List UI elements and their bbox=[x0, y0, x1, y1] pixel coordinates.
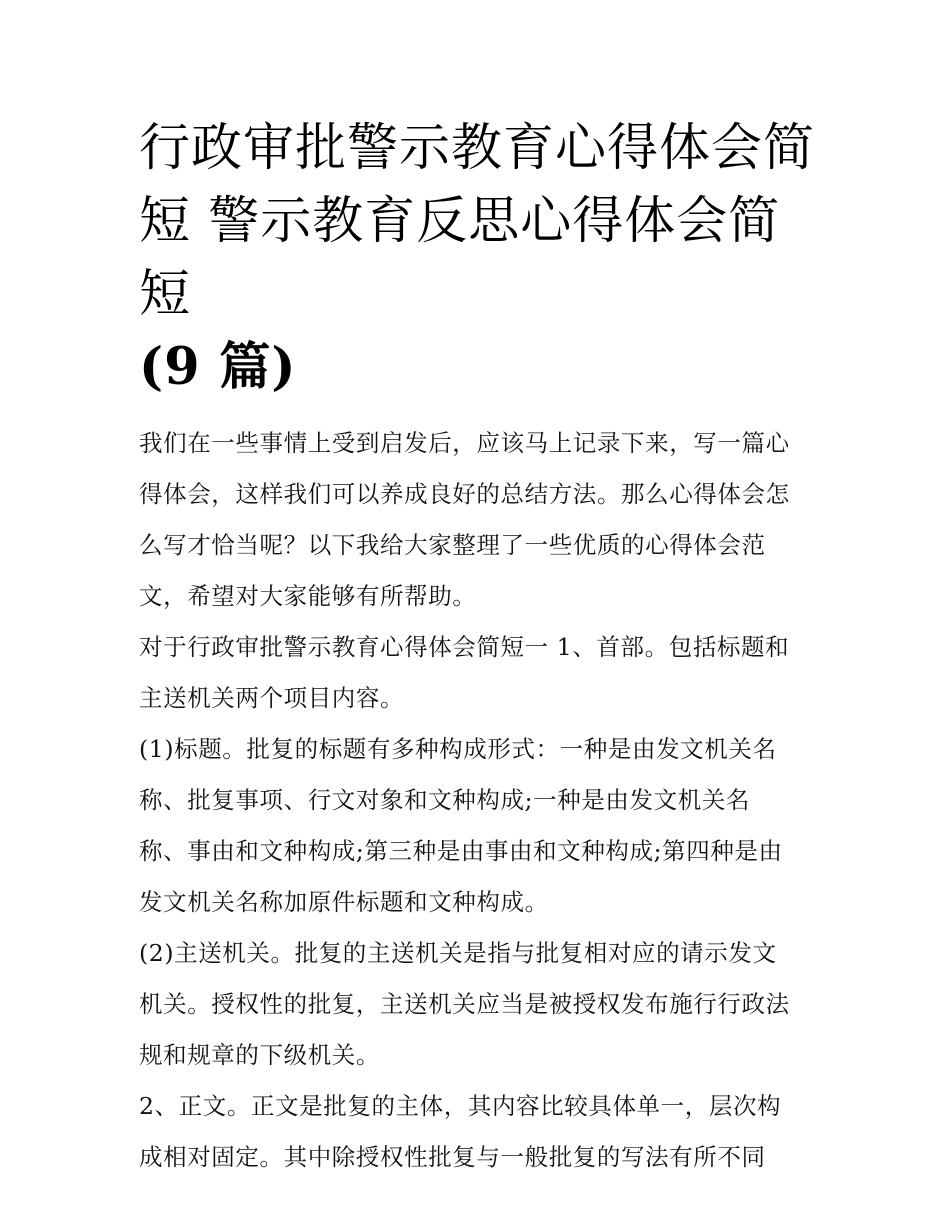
section-paragraph bbox=[139, 622, 819, 724]
document-page bbox=[139, 112, 819, 1183]
text-line: 规和规章的下级机关。 bbox=[139, 1041, 380, 1069]
text-line: 我们在一些事情上受到启发后，应该马上记录下来，写一篇心 bbox=[139, 429, 790, 457]
text-line: 成相对固定。其中除授权性批复与一般批复的写法有所不同 bbox=[139, 1143, 766, 1171]
text-line: 机关。授权性的批复，主送机关应当是被授权发布施行行政法 bbox=[139, 990, 790, 1018]
intro-paragraph bbox=[139, 418, 819, 622]
text-line: 发文机关名称加原件标题和文种构成。 bbox=[139, 888, 549, 916]
title-line: 行政审批警示教育心得体会简 bbox=[139, 119, 816, 178]
text-line: (2)主送机关。批复的主送机关是指与批复相对应的请示发文 bbox=[139, 939, 777, 967]
text-line: 主送机关两个项目内容。 bbox=[139, 684, 405, 712]
section-paragraph bbox=[139, 928, 819, 1081]
text-line: 对于行政审批警示教育心得体会简短一 1、首部。包括标题和 bbox=[139, 633, 790, 661]
text-line: 2、正文。正文是批复的主体，其内容比较具体单一，层次构 bbox=[139, 1092, 782, 1120]
document-title bbox=[139, 112, 819, 404]
text-line: 称、事由和文种构成;第三种是由事由和文种构成;第四种是由 bbox=[139, 837, 783, 865]
text-line: 文，希望对大家能够有所帮助。 bbox=[139, 582, 477, 610]
text-line: 么写才恰当呢？以下我给大家整理了一些优质的心得体会范 bbox=[139, 531, 766, 559]
section-paragraph bbox=[139, 1081, 819, 1183]
section-paragraph bbox=[139, 724, 819, 928]
title-line: (9 篇) bbox=[139, 337, 297, 397]
document-body bbox=[139, 418, 819, 1183]
text-line: 称、批复事项、行文对象和文种构成;一种是由发文机关名 bbox=[139, 786, 751, 814]
text-line: 得体会，这样我们可以养成良好的总结方法。那么心得体会怎 bbox=[139, 480, 790, 508]
text-line: (1)标题。批复的标题有多种构成形式：一种是由发文机关名 bbox=[139, 735, 777, 763]
title-line: 短 警示教育反思心得体会简短 bbox=[139, 192, 781, 324]
